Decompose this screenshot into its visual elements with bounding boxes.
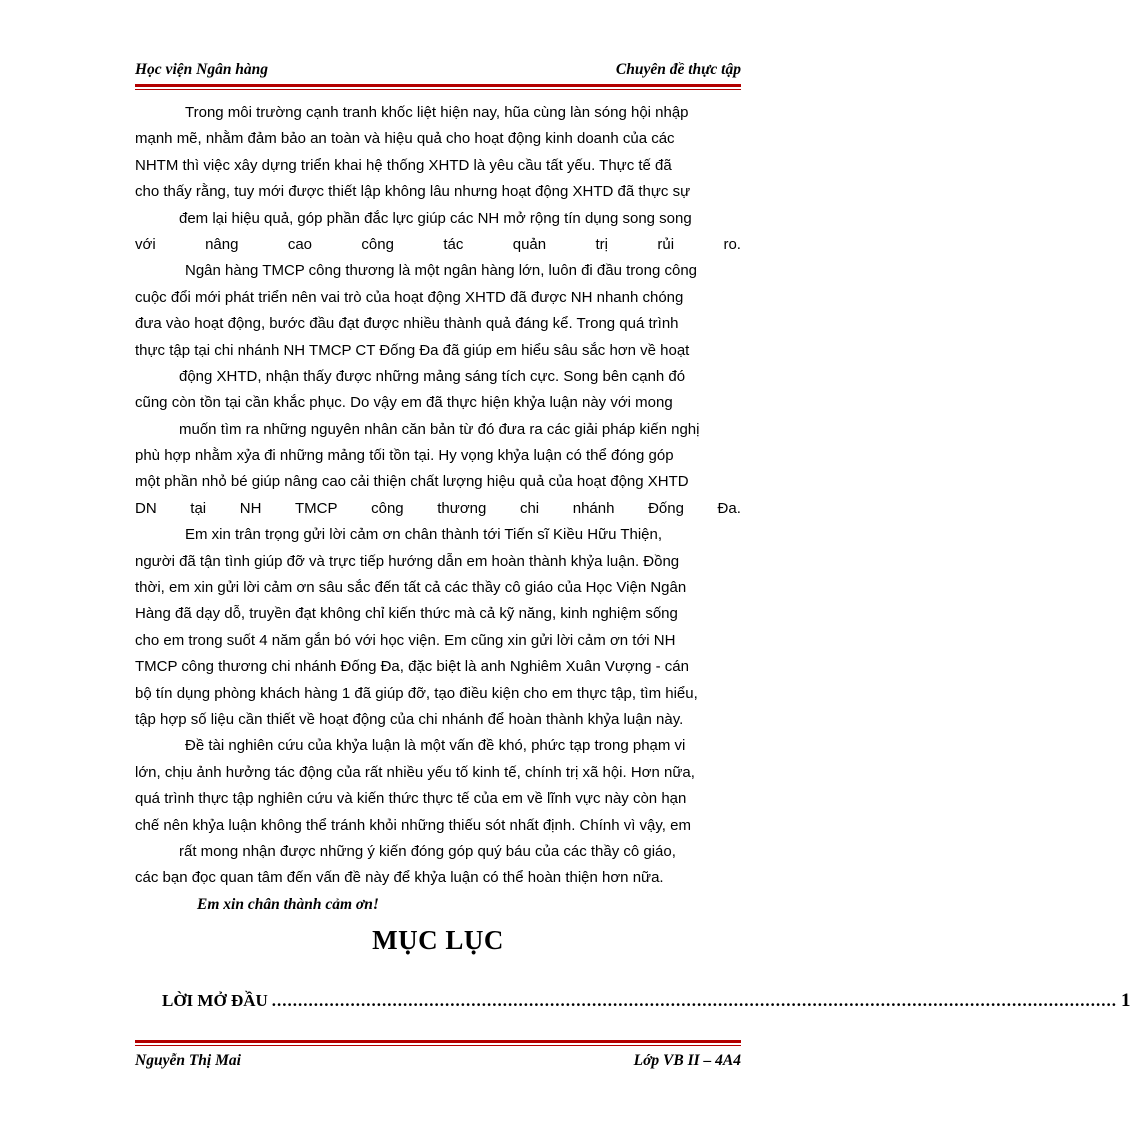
toc-entry[interactable] [162,990,1131,1012]
text-line: rất mong nhận được những ý kiến đóng góp quý báu của các thầy cô giáo, [179,842,676,860]
footer-divider-thin [135,1045,741,1046]
text-line: cho em trong suốt 4 năm gắn bó với học viện. Em cũng xin gửi lời cảm ơn tới NH [135,631,676,649]
text-line: TMCP công thương chi nhánh Đống Đa, đặc biệt là anh Nghiêm Xuân Vượng - cán [135,658,689,676]
text-line: thực tập tại chi nhánh NH TMCP CT Đống Đa đã giúp em hiểu sâu sắc hơn về hoạt [135,341,690,359]
text-line: mạnh mẽ, nhằm đảm bảo an toàn và hiệu quả cho hoạt động kinh doanh của các [135,130,675,148]
text-line: với nâng cao công tác quản trị rủi ro. [135,235,741,253]
text-line: DN tại NH TMCP công thương chi nhánh Đống Đa. [135,499,741,517]
text-line: động XHTD, nhận thấy được những mảng sáng tích cực. Song bên cạnh đó [179,367,686,385]
text-line: quá trình thực tập nghiên cứu và kiến thức thực tế của em về lĩnh vực này còn hạn [135,790,687,808]
toc-entry-page: 1 [1121,990,1131,1011]
text-line: các bạn đọc quan tâm đến vấn đề này để khỷa luận có thể hoàn thiện hơn nữa. [135,869,664,887]
text-line: đem lại hiệu quả, góp phần đắc lực giúp các NH mở rộng tín dụng song song [179,209,692,227]
text-line: tập hợp số liệu cần thiết về hoạt động của chi nhánh để hoàn thành khỷa luận này. [135,710,684,728]
toc-leader-dots: ................................................................................................................................................................. [271,991,1118,1010]
body-text [135,100,741,918]
header-document-type: Chuyên đề thực tập [615,61,741,78]
text-line: muốn tìm ra những nguyên nhân căn bản từ đó đưa ra các giải pháp kiến nghị [179,420,700,438]
footer-author: Nguyễn Thị Mai [135,1052,241,1069]
text-line: Hàng đã dạy dỗ, truyền đạt không chỉ kiến thức mà cả kỹ năng, kinh nghiệm sống [135,605,678,623]
text-line: đưa vào hoạt động, bước đầu đạt được nhiều thành quả đáng kể. Trong quá trình [135,315,679,333]
text-line: Ngân hàng TMCP công thương là một ngân hàng lớn, luôn đi đầu trong công [185,262,697,280]
toc-title: MỤC LỤC [372,925,504,955]
text-line: chế nên khỷa luận không thể tránh khỏi những thiếu sót nhất định. Chính vì vậy, em [135,816,691,834]
text-line: phù hợp nhằm xỷa đi những mảng tối tồn tại. Hy vọng khỷa luận có thể đóng góp [135,447,674,465]
text-line: cho thấy rằng, tuy mới được thiết lập không lâu nhưng hoạt động XHTD đã thực sự [135,183,691,201]
text-line: một phần nhỏ bé giúp nâng cao cải thiện chất lượng hiệu quả của hoạt động XHTD [135,473,689,491]
toc-entry-label: LỜI MỞ ĐẦU [162,991,268,1010]
page-footer [135,1040,741,1070]
page-header [135,58,741,84]
header-divider [135,84,741,87]
closing-thanks: Em xin chân thành cảm ơn! [197,895,379,913]
text-line: người đã tận tình giúp đỡ và trực tiếp hướng dẫn em hoàn thành khỷa luận. Đồng [135,552,680,570]
text-line: bộ tín dụng phòng khách hàng 1 đã giúp đỡ, tạo điều kiện cho em thực tập, tìm hiểu, [135,684,698,702]
footer-class: Lớp VB II – 4A4 [633,1052,741,1069]
text-line: Đề tài nghiên cứu của khỷa luận là một vấn đề khó, phức tạp trong phạm vi [185,737,686,755]
header-divider-thin [135,89,741,90]
text-line: Em xin trân trọng gửi lời cảm ơn chân thành tới Tiến sĩ Kiều Hữu Thiện, [185,526,663,544]
text-line: Trong môi trường cạnh tranh khốc liệt hiện nay, hũa cùng làn sóng hội nhập [185,104,689,121]
header-institution: Học viện Ngân hàng [135,61,269,78]
text-line: cũng còn tồn tại cần khắc phục. Do vậy em đã thực hiện khỷa luận này với mong [135,394,673,412]
footer-divider [135,1040,741,1043]
text-line: thời, em xin gửi lời cảm ơn sâu sắc đến tất cả các thầy cô giáo của Học Viện Ngân [135,579,687,597]
text-line: lớn, chịu ảnh hưởng tác động của rất nhiều yếu tố kinh tế, chính trị xã hội. Hơn nữa, [135,763,695,781]
text-line: cuộc đổi mới phát triển nên vai trò của hoạt động XHTD đã được NH nhanh chóng [135,288,684,306]
text-line: NHTM thì việc xây dựng triển khai hệ thống XHTD là yêu cầu tất yếu. Thực tế đã [135,156,672,174]
